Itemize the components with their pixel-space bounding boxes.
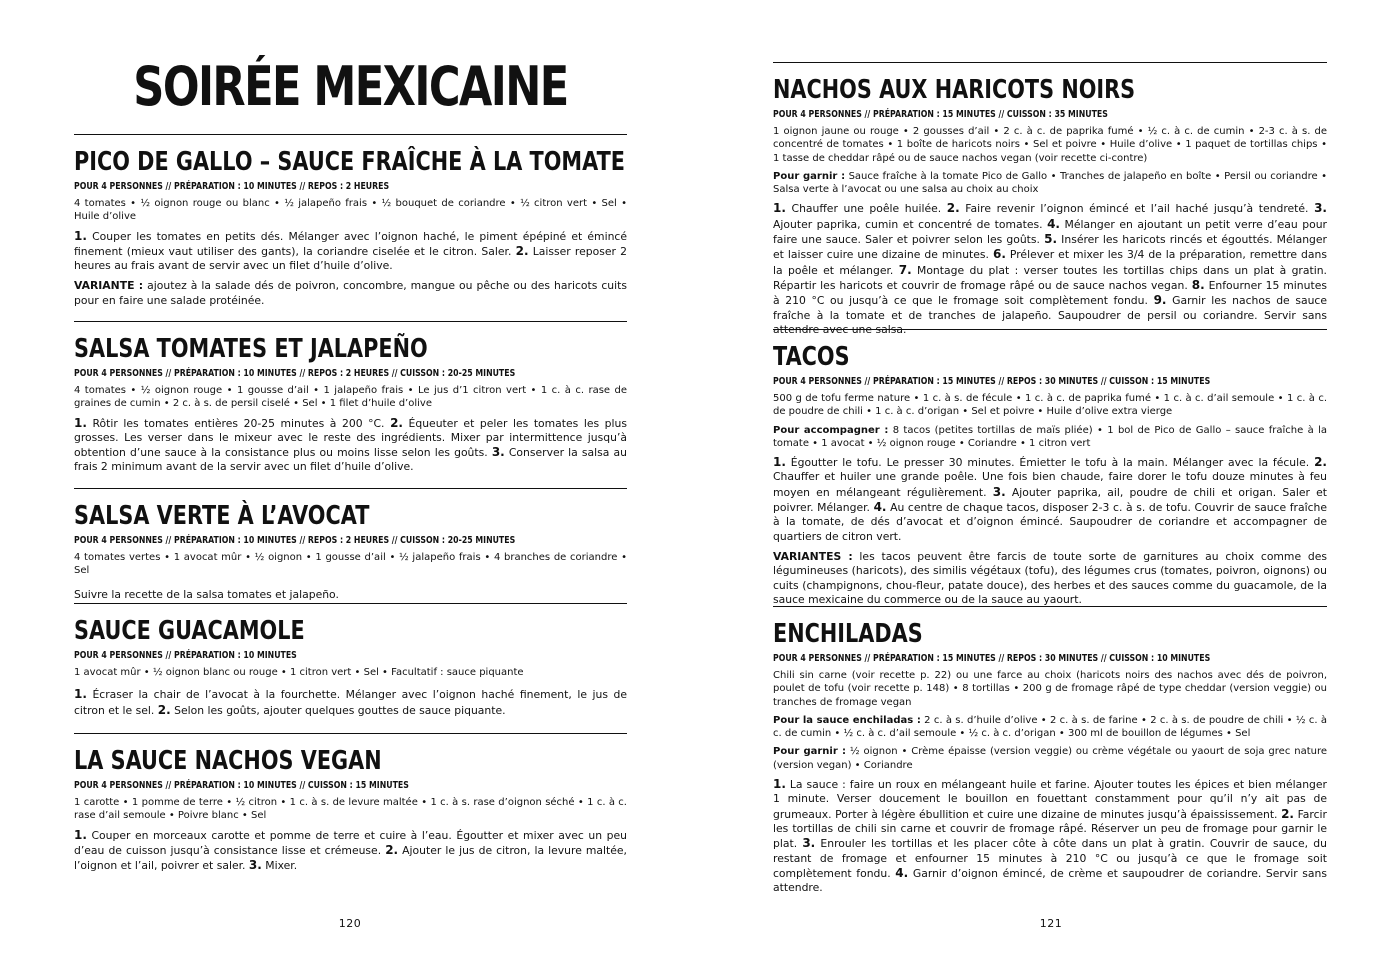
step-number: 1. (773, 201, 786, 216)
section-rule (773, 329, 1327, 330)
step-number: 1. (74, 687, 87, 702)
page-number: 120 (338, 917, 362, 930)
step-text: Ajouter le jus de citron, la levure maltée, l’oignon et l’ail, poivrer et saler. (74, 843, 627, 873)
recipe-accompaniment (773, 424, 1327, 451)
recipe-ingredients: 4 tomates • ½ oignon rouge • 1 gousse d’ail • 1 jalapeño frais • Le jus d’1 citron vert • 1 c. à c. rase de graines de cumin • 2 c. à s. de persil ciselé • Sel • 1 filet d’huile d’olive (74, 385, 627, 410)
step-text: Écraser la chair de l’avocat à la fourchette. Mélanger avec l’oignon haché finement, le jus de citron et le sel. (74, 688, 627, 717)
step-text: Au centre de chaque tacos, disposer 2-3 c. à s. de tofu. Couvrir de sauce fraîche à la tomate, de dés d’avocat et d’oignon émincé. Saupoudrer de coriandre et accompagner de quartiers de citron vert. (773, 501, 1327, 543)
recipe-title: SALSA TOMATES ET JALAPEÑO (74, 334, 428, 364)
section-rule (74, 603, 627, 604)
recipe-ingredients: Chili sin carne (voir recette p. 22) ou une farce au choix (haricots noirs des nachos avec dés de poivron, poulet de tofu (voir recette p. 148) • 8 tortillas • 200 g de fromage râpé de type cheddar (version veggie) ou tranches de fromage vegan (773, 670, 1327, 708)
step-text: Insérer les haricots rincés et égouttés. Mélanger et laisser cuire une dizaine de minutes. (773, 233, 1327, 262)
garnish-text: ½ oignon • Crème épaisse (version veggie) ou crème végétale ou yaourt de soja grec nature (version vegan) • Coriandre (773, 746, 1328, 771)
step-text: Ajouter paprika, ail, poudre de chili et origan. Saler et poivrer. Mélanger. (773, 485, 1327, 515)
step-number: 5. (1044, 232, 1058, 247)
sauce-text: 2 c. à s. d’huile d’olive • 2 c. à s. de farine • 2 c. à s. de poudre de chili • ½ c. à c. de cumin • ½ c. à c. d’ail semoule • ½ c. à c. d’origan • 300 ml de bouillon de légumes • Sel (773, 714, 1327, 740)
section-rule (74, 321, 627, 322)
left-page (74, 0, 627, 958)
step-number: 2. (157, 702, 171, 717)
recipe-title: SALSA VERTE À L’AVOCAT (74, 501, 370, 531)
accompaniment-text: 8 tacos (petites tortillas de maïs pliée) • 1 bol de Pico de Gallo – sauce fraîche à la tomate • 1 avocat • ½ oignon rouge • Coriandre • 1 citron vert (773, 424, 1327, 449)
step-number: 3. (802, 836, 816, 851)
recipe-meta: POUR 4 PERSONNES // PRÉPARATION : 15 MINUTES // REPOS : 30 MINUTES // CUISSON : 10 MINUTES (773, 653, 1211, 664)
step-number: 2. (385, 842, 399, 857)
step-number: 1. (773, 455, 786, 470)
recipe-variante (74, 279, 627, 308)
step-number: 2. (390, 415, 403, 430)
recipe-garnish (773, 170, 1327, 197)
recipe-meta: POUR 4 PERSONNES // PRÉPARATION : 10 MINUTES (74, 650, 297, 661)
step-text: Couper les tomates en petits dés. Mélanger avec l’oignon haché, le piment épépiné et émincé finement (mieux vaut utiliser des gants), la coriandre ciselée et le citron. Saler. (74, 229, 627, 258)
variantes-label: VARIANTES : (773, 549, 853, 563)
recipe-garnish (773, 745, 1327, 772)
step-number: 2. (946, 201, 960, 216)
step-number: 1. (74, 228, 87, 243)
recipe-meta: POUR 4 PERSONNES // PRÉPARATION : 15 MINUTES // CUISSON : 35 MINUTES (773, 109, 1108, 120)
sauce-label: Pour la sauce enchiladas : (773, 714, 921, 726)
step-number: 4. (895, 865, 909, 880)
step-text: Enrouler les tortillas et les placer côte à côte dans un plat à gratin. Couvrir de sauce, du restant de fromage et enfourner 15 minutes à 210 °C ou jusqu’à ce que le fromage soit complètement fondu. (773, 837, 1327, 880)
accompaniment-label: Pour accompagner : (773, 424, 889, 436)
recipe-salsa-tomates-jalapeno (74, 321, 627, 481)
recipe-steps (74, 687, 627, 718)
recipe-meta: POUR 4 PERSONNES // PRÉPARATION : 10 MINUTES // REPOS : 2 HEURES // CUISSON : 20-25 MINUTES (74, 535, 516, 546)
variantes-text: les tacos peuvent être farcis de toute sorte de garnitures au choix comme des légumineuses (haricots), des similis végétaux (tofu), des légumes crus (tomates, poivron, oignons) ou cuits (champignons, chou-fleur, patate douce), des herbes et des sauces comme du guacamole, de la sauce mexicaine du commerce ou de la sauce au yaourt. (773, 549, 1327, 606)
recipe-ingredients: 4 tomates • ½ oignon rouge ou blanc • ½ jalapeño frais • ½ bouquet de coriandre • ½ citron vert • Sel • Huile d’olive (74, 198, 627, 223)
recipe-enchiladas (773, 606, 1327, 901)
variante-text: ajoutez à la salade dés de poivron, concombre, mangue ou pêche ou des haricots cuits pour en faire une salade protéinée. (74, 279, 628, 307)
recipe-meta: POUR 4 PERSONNES // PRÉPARATION : 10 MINUTES // REPOS : 2 HEURES // CUISSON : 20-25 MINUTES (74, 368, 516, 379)
step-number: 2. (1281, 806, 1294, 821)
recipe-tacos (773, 329, 1327, 613)
step-number: 9. (1153, 293, 1167, 308)
recipe-sauce-guacamole (74, 603, 627, 724)
recipe-ingredients: 1 oignon jaune ou rouge • 2 gousses d’ail • 2 c. à c. de paprika fumé • ½ c. à c. de cumin • 2-3 c. à s. de concentré de tomates • 1 boîte de haricots noirs • Sel et poivre • Huile d’olive • 1 paquet de tortillas chips • 1 tasse de cheddar râpé ou de sauce nachos vegan (voir recette ci-contre) (773, 126, 1327, 164)
section-rule (74, 488, 627, 489)
step-number: 3. (491, 445, 505, 460)
step-number: 3. (992, 484, 1006, 499)
step-text: Farcir les tortillas de chili sin carne et couvrir de fromage râpé. Réserver un peu de fromage pour garnir le plat. (773, 807, 1327, 851)
recipe-note: Suivre la recette de la salsa tomates et jalapeño. (74, 587, 339, 601)
section-rule (773, 606, 1327, 607)
recipe-nachos-haricots-noirs (773, 62, 1327, 343)
recipe-title: SAUCE GUACAMOLE (74, 616, 305, 646)
step-text: Faire revenir l’oignon émincé et l’ail haché jusqu’à tendreté. (959, 202, 1315, 216)
recipe-sauce (773, 714, 1327, 741)
recipe-ingredients: 1 carotte • 1 pomme de terre • ½ citron • 1 c. à s. de levure maltée • 1 c. à s. rase d’oignon séché • 1 c. à c. rase d’ail semoule • Poivre blanc • Sel (74, 797, 627, 822)
step-text: La sauce : faire un roux en mélangeant huile et farine. Ajouter toutes les épices et bien mélanger 1 minute. Verser doucement le bouillon en fouettant constamment pour qu’il n’y ait pas de grumeaux. Porter à légère ébullition et cuire une dizaine de minutes jusqu’à épaississement. (773, 778, 1327, 821)
variante-label: VARIANTE : (74, 279, 144, 293)
step-text: Égoutter le tofu. Le presser 30 minutes. Émietter le tofu à la main. Mélanger avec la fécule. (785, 456, 1315, 470)
recipe-meta: POUR 4 PERSONNES // PRÉPARATION : 15 MINUTES // REPOS : 30 MINUTES // CUISSON : 15 MINUTES (773, 376, 1211, 387)
step-number: 2. (1314, 455, 1327, 470)
step-text: Garnir d’oignon émincé, de crème et saupoudrer de coriandre. Servir sans attendre. (773, 866, 1327, 895)
step-number: 4. (873, 500, 887, 515)
step-number: 1. (74, 827, 87, 842)
recipe-ingredients: 4 tomates vertes • 1 avocat mûr • ½ oignon • 1 gousse d’ail • ½ jalapeño frais • 4 branches de coriandre • Sel (74, 552, 627, 577)
recipe-title: PICO DE GALLO – SAUCE FRAÎCHE À LA TOMATE (74, 147, 625, 177)
page-number: 121 (1039, 917, 1063, 930)
step-text: Chauffer une poêle huilée. (785, 202, 947, 216)
recipe-ingredients: 500 g de tofu ferme nature • 1 c. à s. de fécule • 1 c. à c. de paprika fumé • 1 c. à c. d’ail semoule • 1 c. à c. de poudre de chili • 1 c. à c. d’origan • Sel et poivre • Huile d’olive extra vierge (773, 393, 1327, 418)
recipe-meta: POUR 4 PERSONNES // PRÉPARATION : 10 MINUTES // CUISSON : 15 MINUTES (74, 780, 409, 791)
recipe-ingredients: 1 avocat mûr • ½ oignon blanc ou rouge • 1 citron vert • Sel • Facultatif : sauce piquante (74, 667, 524, 678)
garnish-text: Sauce fraîche à la tomate Pico de Gallo • Tranches de jalapeño en boîte • Persil ou coriandre • Salsa verte à l’avocat ou une salsa au choix au choix (773, 170, 1327, 196)
step-text: Enfourner 15 minutes à 210 °C ou jusqu’à ce que le fromage soit complètement fondu. (773, 278, 1327, 308)
step-text: Ajouter paprika, cumin et concentré de tomates. (773, 217, 1048, 231)
step-number: 4. (1047, 216, 1060, 231)
step-text: Prélever et mixer les 3/4 de la préparation, remettre dans la poêle et mélanger. (773, 248, 1327, 277)
section-rule (74, 733, 627, 734)
step-number: 3. (248, 858, 262, 873)
step-number: 7. (898, 262, 912, 277)
step-text: Mixer. (261, 859, 298, 873)
recipe-meta: POUR 4 PERSONNES // PRÉPARATION : 10 MINUTES // REPOS : 2 HEURES (74, 181, 390, 192)
recipe-title: NACHOS AUX HARICOTS NOIRS (773, 75, 1136, 105)
step-text: Laisser reposer 2 heures au frais avant de servir avec un filet d’huile d’olive. (74, 244, 627, 273)
garnish-label: Pour garnir : (773, 170, 846, 182)
step-text: Garnir les nachos de sauce fraîche à la tomate et de tranches de jalapeño. Saupoudrer de persil ou coriandre. Servir sans attendre avec une salsa. (773, 294, 1327, 336)
step-text: Couper en morceaux carotte et pomme de terre et cuire à l’eau. Égoutter et mixer avec un peu d’eau de cuisson jusqu’à consistance lisse et crémeuse. (74, 828, 627, 857)
section-rule (773, 62, 1327, 63)
step-text: Rôtir les tomates entières 20-25 minutes à 200 °C. (86, 416, 391, 430)
step-number: 1. (773, 777, 786, 792)
step-number: 8. (1191, 277, 1205, 292)
recipe-steps (74, 828, 627, 874)
step-text: Équeuter et peler les tomates les plus grosses. Les verser dans le mixeur avec le reste des ingrédients. Mixer par intermittence jusqu’à obtention d’une sauce à la consistance plus ou moins lisse selon les goûts. (74, 416, 627, 460)
recipe-title: TACOS (773, 342, 850, 372)
chapter-title: SOIRÉE MEXICAINE (133, 55, 568, 118)
step-number: 1. (74, 415, 87, 430)
recipe-pico-de-gallo (74, 134, 627, 314)
recipe-title: ENCHILADAS (773, 619, 923, 649)
recipe-steps (74, 416, 627, 475)
recipe-steps (773, 777, 1327, 895)
step-number: 2. (515, 243, 529, 258)
recipe-variantes (773, 550, 1327, 607)
recipe-title: LA SAUCE NACHOS VEGAN (74, 746, 382, 776)
right-page (773, 0, 1327, 958)
step-text: Mélanger en ajoutant un petit verre d’eau pour faire une sauce. Saler et poivrer selon les goûts. (773, 217, 1327, 247)
step-text: Chauffer et huiler une grande poêle. Une fois bien chaude, faire dorer le tofu douze minutes à feu moyen en mélangeant régulièrement. (773, 470, 1327, 499)
step-number: 3. (1314, 201, 1327, 216)
garnish-label: Pour garnir : (773, 746, 846, 758)
step-text: Montage du plat : verser toutes les tortillas chips dans un plat à gratin. Répartir les haricots et couvrir de fromage râpé ou de sauce nachos vegan. (773, 263, 1327, 292)
recipe-salsa-verte-avocat (74, 488, 627, 608)
recipe-steps (773, 455, 1327, 544)
recipe-sauce-nachos-vegan (74, 733, 627, 879)
step-text: Conserver la salsa au frais 2 minimum avant de la servir avec un filet d’huile d’olive. (74, 446, 627, 474)
section-rule (74, 134, 627, 135)
recipe-steps (74, 229, 627, 274)
recipe-steps (773, 201, 1327, 337)
step-number: 6. (992, 247, 1006, 262)
step-text: Selon les goûts, ajouter quelques gouttes de sauce piquante. (170, 703, 506, 717)
